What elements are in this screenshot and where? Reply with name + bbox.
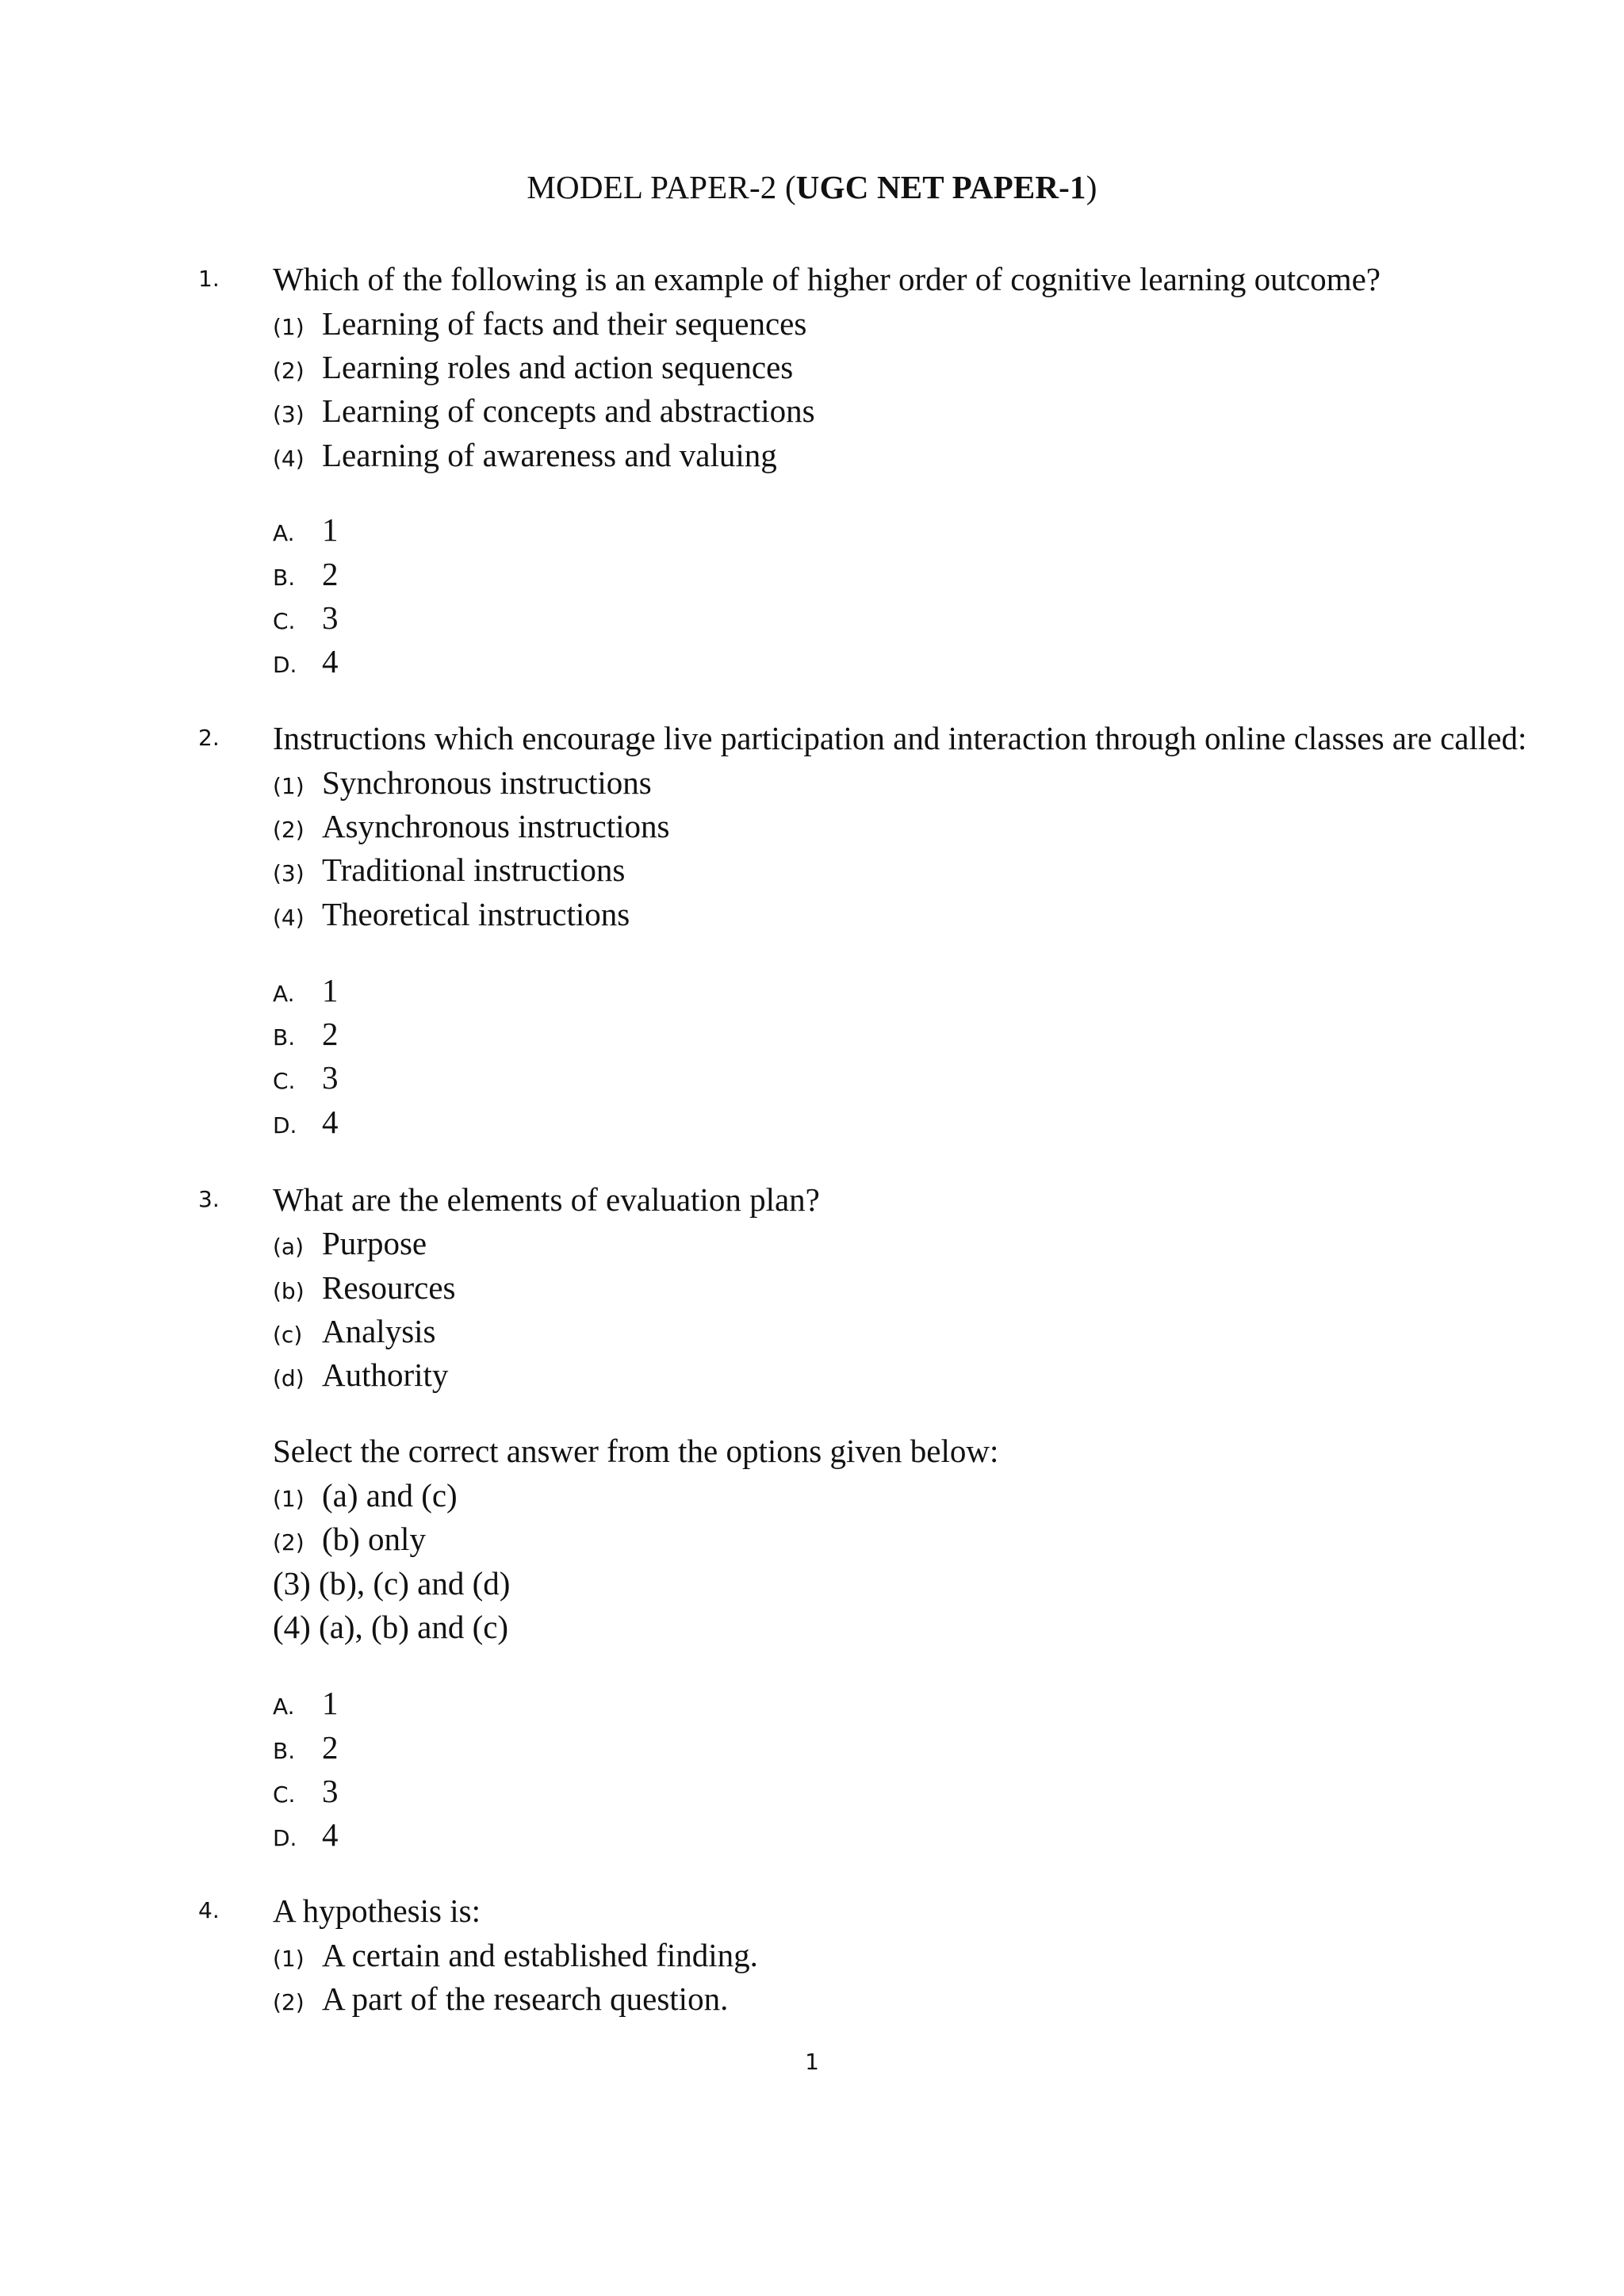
paper-title [0, 168, 1624, 206]
page-number: 1 [805, 2049, 819, 2075]
option-text: Learning roles and action sequences [322, 349, 794, 385]
option-marker: (2) [273, 1989, 304, 2015]
answer-letter: A. [273, 1693, 295, 1720]
paper-title-bold: UGC NET PAPER-1 [795, 169, 1086, 205]
option-item [273, 1976, 728, 2029]
question-text: What are the elements of evaluation plan? [273, 1181, 820, 1218]
option-text: Synchronous instructions [322, 764, 652, 801]
answer-letter: D. [273, 1825, 297, 1851]
instruction-text: Select the correct answer from the options given below: [273, 1433, 999, 1469]
choice-text: (4) (a), (b) and (c) [273, 1609, 509, 1645]
answer-value: 2 [322, 1016, 339, 1052]
option-text: Learning of awareness and valuing [322, 437, 777, 473]
option-marker: (c) [273, 1322, 303, 1348]
answer-letter: C. [273, 1781, 296, 1808]
choice-text: (3) (b), (c) and (d) [273, 1565, 511, 1601]
answer-letter: D. [273, 1112, 297, 1138]
answer-letter: B. [273, 564, 296, 591]
paper-title-prefix: MODEL PAPER-2 ( [527, 169, 796, 205]
question-text: Instructions which encourage live participation and interaction through online classes are called: [273, 720, 1527, 756]
answer-choice [273, 1100, 339, 1152]
answer-value: 3 [322, 1773, 339, 1809]
option-text: Purpose [322, 1225, 427, 1261]
question-text: A hypothesis is: [273, 1892, 481, 1929]
choice-text: (b) only [322, 1521, 426, 1557]
option-marker: (4) [273, 905, 304, 931]
option-text: Analysis [322, 1313, 436, 1349]
paper-title-suffix: ) [1086, 169, 1097, 205]
option-marker: (d) [273, 1365, 304, 1391]
question-number: 4. [198, 1897, 220, 1923]
answer-value: 1 [322, 1685, 339, 1721]
option-item [273, 1353, 448, 1405]
question-text: Which of the following is an example of higher order of cognitive learning outcome? [273, 261, 1381, 297]
choice-text: (a) and (c) [322, 1477, 458, 1513]
answer-choice [273, 639, 339, 691]
answer-letter: D. [273, 652, 297, 678]
option-text: A certain and established finding. [322, 1937, 758, 1973]
answer-value: 2 [322, 1729, 339, 1766]
answer-value: 4 [322, 1104, 339, 1140]
option-text: Asynchronous instructions [322, 808, 670, 844]
answer-value: 3 [322, 1059, 339, 1096]
answer-letter: C. [273, 1068, 296, 1094]
option-text: Learning of facts and their sequences [322, 305, 807, 342]
option-text: Theoretical instructions [322, 896, 630, 932]
answer-letter: A. [273, 520, 295, 546]
option-text: Traditional instructions [322, 851, 626, 888]
question-number: 2. [198, 725, 220, 751]
answer-value: 1 [322, 972, 339, 1008]
answer-letter: C. [273, 608, 296, 634]
option-marker: (2) [273, 358, 304, 384]
option-marker: (1) [273, 773, 304, 799]
question-number: 1. [198, 266, 220, 292]
option-marker: (3) [273, 401, 304, 427]
answer-value: 1 [322, 511, 339, 548]
option-text: A part of the research question. [322, 1980, 729, 2017]
option-text: Authority [322, 1357, 449, 1393]
answer-choice [273, 1812, 339, 1865]
option-marker: (4) [273, 446, 304, 472]
option-item [273, 433, 777, 485]
answer-value: 4 [322, 1816, 339, 1853]
question-number: 3. [198, 1186, 220, 1212]
answer-value: 4 [322, 643, 339, 679]
option-text: Learning of concepts and abstractions [322, 392, 815, 429]
option-marker: (1) [273, 314, 304, 340]
option-marker: (2) [273, 817, 304, 843]
option-item [273, 892, 630, 944]
choice-marker: (2) [273, 1529, 304, 1556]
answer-letter: B. [273, 1024, 296, 1050]
answer-value: 3 [322, 599, 339, 636]
answer-letter: A. [273, 981, 295, 1007]
option-text: Resources [322, 1269, 456, 1306]
option-marker: (b) [273, 1278, 304, 1304]
choice-item [273, 1605, 508, 1657]
option-marker: (1) [273, 1946, 304, 1972]
option-marker: (a) [273, 1234, 304, 1260]
answer-value: 2 [322, 556, 339, 592]
option-marker: (3) [273, 860, 304, 886]
answer-letter: B. [273, 1738, 296, 1764]
choice-marker: (1) [273, 1486, 304, 1512]
